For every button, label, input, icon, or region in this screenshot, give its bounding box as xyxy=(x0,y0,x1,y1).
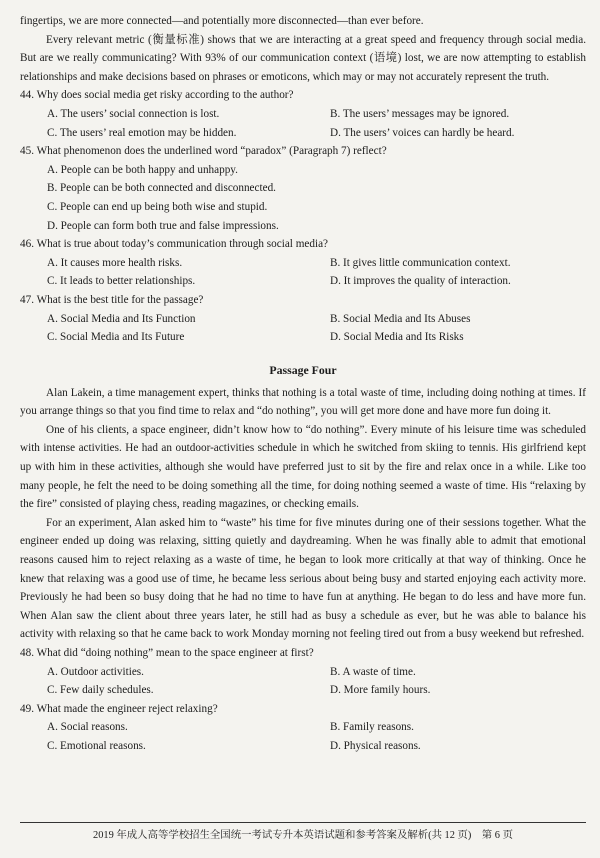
question-44 xyxy=(20,86,586,142)
option-a[interactable]: A. It causes more health risks. xyxy=(47,256,183,269)
question-stem: 45. What phenomenon does the underlined word “paradox” (Paragraph 7) reflect? xyxy=(20,145,387,158)
paragraph: fingertips, we are more connected—and potentially more disconnected—than ever before. xyxy=(20,15,424,27)
question-48 xyxy=(20,644,586,700)
option-c[interactable]: C. People can end up being both wise and stupid. xyxy=(47,200,268,213)
option-a[interactable]: A. Social reasons. xyxy=(47,721,128,734)
option-c[interactable]: C. Few daily schedules. xyxy=(47,684,154,697)
option-a[interactable]: A. Outdoor activities. xyxy=(47,665,144,678)
option-a[interactable]: A. People can be both happy and unhappy. xyxy=(47,163,238,176)
option-d[interactable]: D. The users’ voices can hardly be heard. xyxy=(330,126,515,139)
question-stem: 48. What did “doing nothing” mean to the space engineer at first? xyxy=(20,646,314,659)
paragraph: Alan Lakein, a time management expert, thinks that nothing is a total waste of time, including doing nothing at times. If you arrange things so that you find time to relax and “do nothing”, you will get more done and have more fun doing it. xyxy=(20,386,586,418)
option-c[interactable]: C. It leads to better relationships. xyxy=(47,275,196,288)
paragraph: One of his clients, a space engineer, didn’t know how to “do nothing”. Every minute of his leisure time was scheduled with intense activities. He had an outdoor-activities schedule in which he switched from skiing to tennis. His girlfriend kept up with him in these activities, although she would have preferred just to sit by the fire and relax once in a while. Like too many people, he felt the need to be doing something all the time, for doing nothing seemed a waste of time. His “relaxing by the fire” consisted of playing chess, reading magazines, or checking emails. xyxy=(20,423,586,511)
question-45 xyxy=(20,142,586,235)
option-d[interactable]: D. Social Media and Its Risks xyxy=(330,331,464,344)
passage-title: Passage Four xyxy=(269,363,337,377)
option-a[interactable]: A. Social Media and Its Function xyxy=(47,312,196,325)
passage-three-tail xyxy=(20,12,586,347)
option-c[interactable]: C. Social Media and Its Future xyxy=(47,331,185,344)
option-b[interactable]: B. Social Media and Its Abuses xyxy=(330,312,471,325)
question-47 xyxy=(20,291,586,347)
option-b[interactable]: B. People can be both connected and disconnected. xyxy=(47,182,276,195)
question-stem: 46. What is true about today’s communication through social media? xyxy=(20,238,328,251)
paragraph: Every relevant metric (衡量标准) shows that we are interacting at a great speed and frequency through social media. But are we really communicating? With 93% of our communication context (语境) lost, we are now attempting to establish relationships and make decisions based on phrases or emoticons, which may or may not accurately represent the truth. xyxy=(20,33,586,83)
question-stem: 47. What is the best title for the passage? xyxy=(20,293,204,306)
question-49 xyxy=(20,700,586,756)
option-c[interactable]: C. The users’ real emotion may be hidden. xyxy=(47,126,237,139)
question-stem: 44. Why does social media get risky according to the author? xyxy=(20,89,294,102)
option-b[interactable]: B. Family reasons. xyxy=(330,721,414,734)
option-d[interactable]: D. Physical reasons. xyxy=(330,739,421,752)
page-footer: 2019 年成人高等学校招生全国统一考试专升本英语试题和参考答案及解析(共 12 页) 第 6 页 xyxy=(20,822,586,841)
question-stem: 49. What made the engineer reject relaxing? xyxy=(20,702,218,715)
option-d[interactable]: D. It improves the quality of interaction. xyxy=(330,275,511,288)
paragraph: For an experiment, Alan asked him to “waste” his time for five minutes during one of their sessions together. What the engineer ended up doing was relaxing, sitting quietly and daydreaming. When he was finally able to admit that emotional reasons caused him to reject relaxing as a waste of time, he began to look more critically at that way of thinking. Once he knew that relaxing was a good use of time, he became less serious about being busy and started enjoying each activity more. Previously he had been so busy doing that he had no time to have fun at anything. He began to do less and have more fun. When Alan saw the client about three years later, he still had as busy a schedule as ever, but he was able to balance his activity with relaxing so that he came back to work Monday morning not feeling tired out from a busy weekend but refreshed. xyxy=(20,516,586,641)
option-c[interactable]: C. Emotional reasons. xyxy=(47,739,146,752)
option-d[interactable]: D. People can form both true and false impressions. xyxy=(47,219,279,232)
question-46 xyxy=(20,235,586,291)
option-a[interactable]: A. The users’ social connection is lost. xyxy=(47,107,220,120)
option-d[interactable]: D. More family hours. xyxy=(330,684,431,697)
option-b[interactable]: B. It gives little communication context. xyxy=(330,256,511,269)
option-b[interactable]: B. The users’ messages may be ignored. xyxy=(330,107,510,120)
passage-four xyxy=(20,361,586,755)
option-b[interactable]: B. A waste of time. xyxy=(330,665,416,678)
